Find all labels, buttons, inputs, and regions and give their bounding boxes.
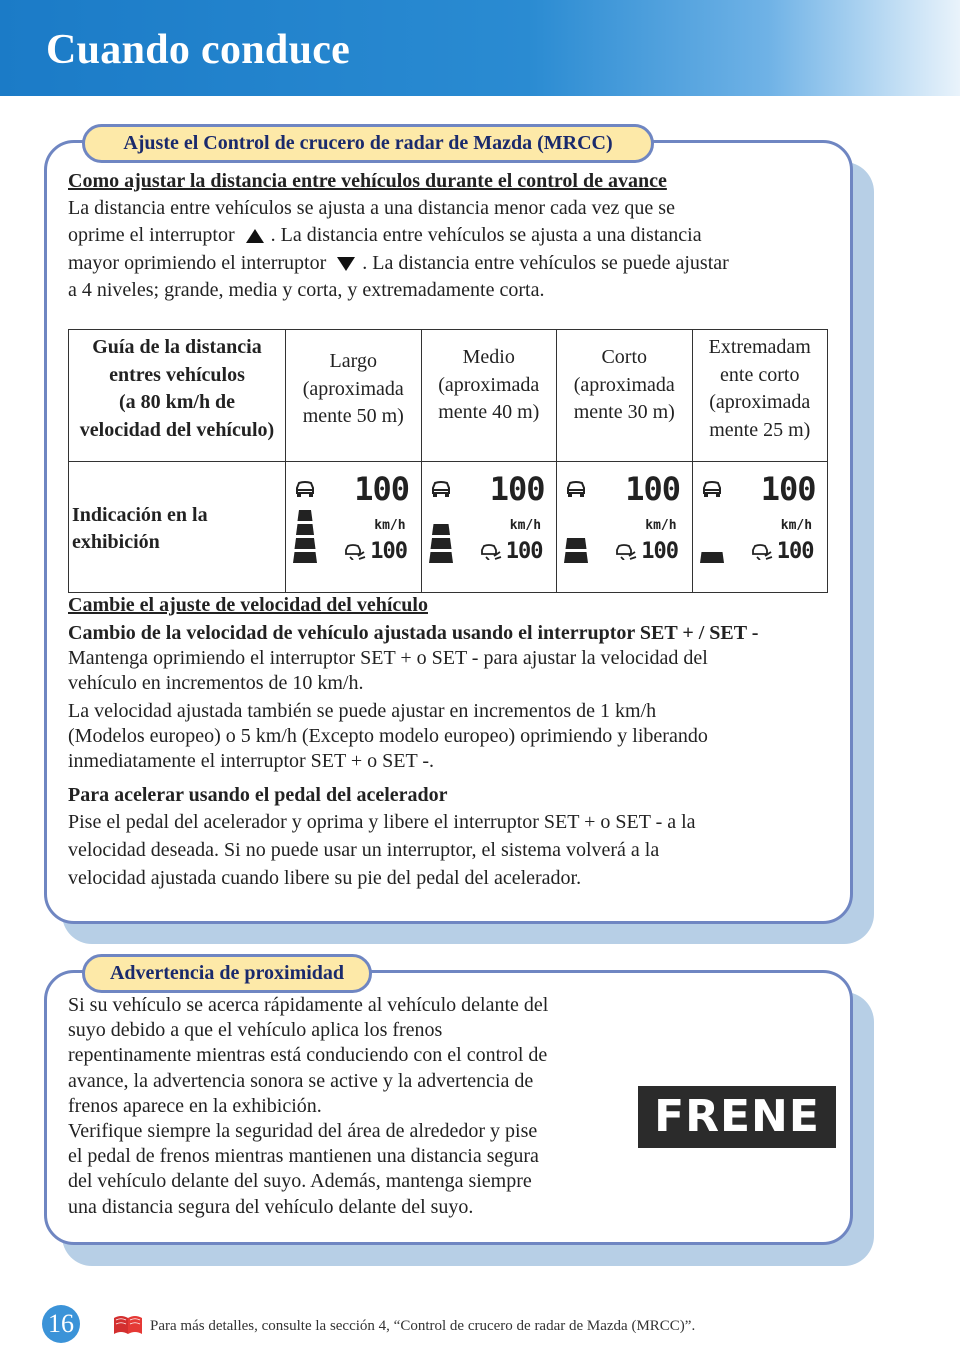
distance-bar: [295, 538, 316, 549]
display-cell: [692, 462, 828, 593]
distance-bar: [429, 552, 453, 563]
col-corto: Corto (aproximada mente 30 m): [557, 330, 693, 462]
table-row: [69, 330, 828, 462]
speed-subheading-2: Para acelerar usando el pedal del acelerador: [68, 784, 448, 806]
distance-bars: [695, 504, 729, 568]
speed-unit: km/h: [780, 518, 813, 533]
triangle-up-icon: [245, 228, 265, 244]
distance-bar: [296, 524, 314, 535]
current-speed: 100: [625, 470, 681, 508]
speed-paragraph-1: Mantenga oprimiendo el interruptor SET + o SET - para ajustar la velocidad del vehículo en incrementos de 10 km/h.: [68, 647, 708, 694]
table-row: [69, 462, 828, 593]
mrcc-section-title: Ajuste el Control de crucero de radar de Mazda (MRCC): [82, 124, 654, 163]
brake-warning-display: FRENE !: [638, 1086, 836, 1148]
vehicle-ahead-icon: [430, 480, 452, 498]
triangle-down-icon: [336, 256, 356, 272]
page-title: Cuando conduce: [46, 27, 351, 73]
proximity-section-title: Advertencia de proximidad: [82, 954, 372, 993]
distance-bar: [298, 510, 313, 521]
vehicle-ahead-icon: [565, 480, 587, 498]
speed-paragraph-2: La velocidad ajustada también se puede ajustar en incrementos de 1 km/h (Modelos europeo) o 5 km/h (Excepto modelo europeo) oprimiendo y liberando inmediatamente el interruptor SET + o SET -.: [68, 700, 708, 772]
set-speed: 100: [370, 539, 407, 564]
col-medio: Medio (aproximada mente 40 m): [421, 330, 557, 462]
distance-bar: [564, 552, 588, 563]
distance-bars: [424, 504, 458, 568]
distance-line-4: a 4 niveles; grande, media y corta, y extremadamente corta.: [68, 279, 545, 301]
distance-guide-table: [68, 329, 828, 593]
page-number: 16: [42, 1305, 80, 1343]
speed-unit: km/h: [509, 518, 542, 533]
cruise-set-icon: [751, 544, 773, 560]
cruise-set-icon: [344, 544, 366, 560]
col-extremadamente-corto: Extremadam ente corto (aproximada mente 25 m): [692, 330, 828, 462]
speed-unit: km/h: [374, 518, 406, 533]
distance-line-1: La distancia entre vehículos se ajusta a una distancia menor cada vez que se: [68, 197, 675, 219]
set-speed: 100: [641, 539, 678, 564]
distance-bar: [700, 552, 724, 563]
distance-line-2: oprime el interruptor . La distancia entre vehículos se ajusta a una distancia: [68, 224, 702, 246]
current-speed: 100: [760, 470, 816, 508]
distance-bar: [430, 538, 451, 549]
book-icon: [112, 1314, 144, 1336]
distance-line-3: mayor oprimiendo el interruptor . La distancia entre vehículos se puede ajustar: [68, 252, 729, 274]
current-speed: 100: [489, 470, 545, 508]
display-cell: [421, 462, 557, 593]
display-cell: [286, 462, 422, 593]
proximity-text: Si su vehículo se acerca rápidamente al vehículo delante del suyo debido a que el vehículo aplica los frenos repentinamente mientras está conduciendo con el control de avance, la advertencia sonora se active y la advertencia de frenos aparece en la exhibición. Verifique siempre la seguridad del área de alrededor y pise el pedal de frenos mientras mantienen una distancia segura del vehículo delante del suyo. Además, mantenga siempre una distancia segura del vehículo delante del suyo.: [68, 994, 549, 1218]
display-corto: [559, 470, 689, 584]
display-largo: [288, 470, 418, 584]
distance-bar: [293, 552, 317, 563]
speed-unit: km/h: [645, 518, 677, 533]
distance-bars: [288, 504, 322, 568]
display-cell: [557, 462, 693, 593]
display-row-label: Indicación en la exhibición: [69, 462, 286, 593]
footnote: Para más detalles, consulte la sección 4, “Control de crucero de radar de Mazda (MRCC)”.: [150, 1318, 696, 1334]
distance-heading: Como ajustar la distancia entre vehículos durante el control de avance: [68, 170, 667, 192]
vehicle-ahead-icon: [294, 480, 316, 498]
speed-paragraph-3: Pise el pedal del acelerador y oprima y libere el interruptor SET + o SET - a la velocidad deseada. Si no puede usar un interruptor, el sistema volverá a la velocidad ajustada cuando libere su pie del pedal del acelerador.: [68, 811, 696, 889]
col-largo: Largo (aproximada mente 50 m): [286, 330, 422, 462]
display-medio: [424, 470, 554, 584]
cruise-set-icon: [480, 544, 502, 560]
page-header: [0, 0, 960, 96]
distance-bar: [432, 524, 450, 535]
set-speed: 100: [776, 539, 814, 564]
speed-subheading-1: Cambio de la velocidad de vehículo ajustada usando el interruptor SET + / SET -: [68, 622, 759, 644]
table-header-label: Guía de la distancia entres vehículos (a 80 km/h de velocidad del vehículo): [69, 330, 286, 462]
current-speed: 100: [354, 470, 410, 508]
display-extremadamente-corto: [695, 470, 825, 584]
cruise-set-icon: [615, 544, 637, 560]
distance-bar: [566, 538, 587, 549]
distance-bars: [559, 504, 593, 568]
set-speed: 100: [505, 539, 543, 564]
vehicle-ahead-icon: [701, 480, 723, 498]
speed-heading: Cambie el ajuste de velocidad del vehículo: [68, 594, 428, 616]
